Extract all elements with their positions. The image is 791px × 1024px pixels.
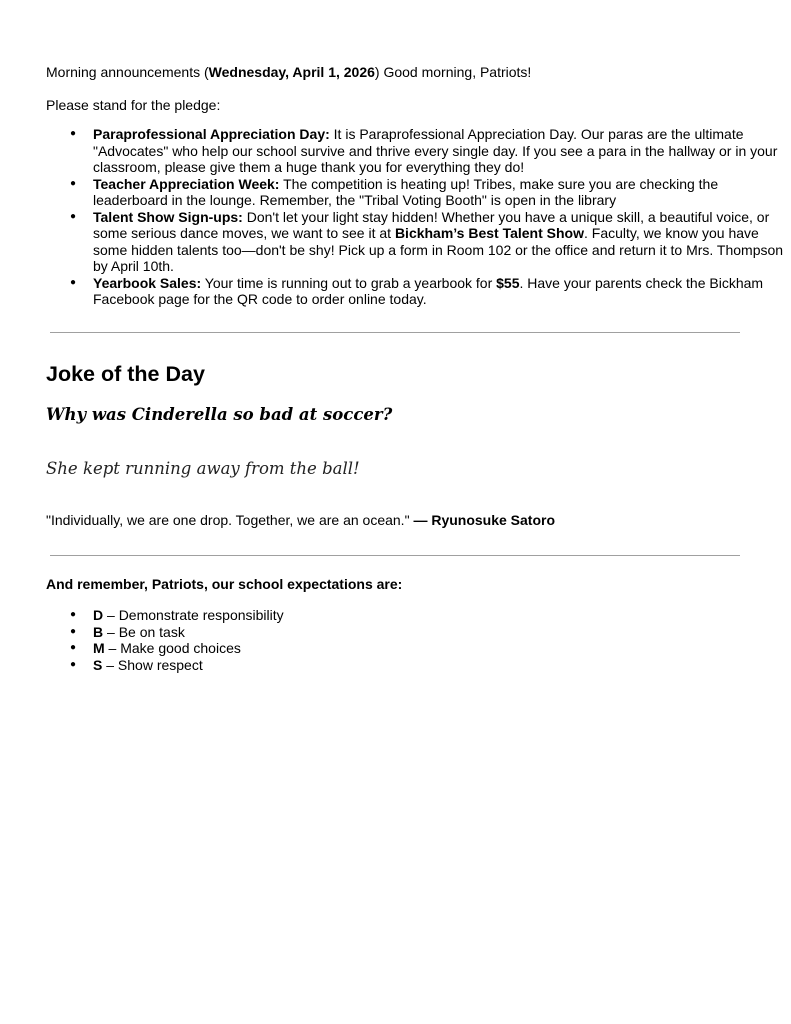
announcement-title: Teacher Appreciation Week:: [93, 175, 280, 192]
intro-prefix: Morning announcements (: [46, 64, 209, 80]
expectation-item: [93, 640, 787, 657]
expectations-list: [46, 607, 787, 673]
joke-heading: Joke of the Day: [46, 362, 205, 386]
expectation-text: – Be on task: [103, 623, 185, 640]
quote-author: — Ryunosuke Satoro: [413, 512, 556, 528]
expectation-item: [93, 657, 787, 674]
announcement-item: [93, 275, 787, 308]
announcement-text: . Have your parents check the Bickham Facebook page for the QR code to order online today.: [93, 274, 764, 307]
intro-date: Wednesday, April 1, 2026: [208, 64, 375, 80]
talent-show-name: Bickham’s Best Talent Show: [394, 225, 584, 241]
yearbook-price: $55: [496, 274, 520, 291]
announcement-text: It is Paraprofessional Appreciation Day. Our paras are the ultimate "Advocates" who help our school survive and thrive every single day. If you see a para in the hallway or in your classroom, please give them a huge thank you for everything they do!: [93, 126, 778, 175]
quote: [46, 512, 555, 529]
expectation-item: [93, 624, 787, 641]
expectation-text: – Demonstrate responsibility: [103, 607, 284, 623]
expectation-item: [93, 607, 787, 624]
announcement-title: Paraprofessional Appreciation Day:: [93, 126, 330, 142]
expectation-text: – Show respect: [102, 656, 203, 673]
quote-text: "Individually, we are one drop. Together, we are an ocean.": [46, 512, 414, 528]
announcement-list: [46, 126, 787, 308]
divider: [50, 332, 740, 333]
announcement-text: Don't let your light stay hidden! Whether you have a unique skill, a beautiful voice, or some serious dance moves, we want to see it at: [93, 208, 770, 241]
announcement-title: Yearbook Sales:: [93, 274, 202, 291]
expectations-heading: And remember, Patriots, our school expectations are:: [46, 576, 403, 592]
expectation-letter: D: [93, 607, 104, 623]
announcement-text: . Faculty, we know you have some hidden talents too—don't be shy! Pick up a form in Room 102 or the office and return it to Mrs. Thompson by April 10th.: [93, 225, 784, 274]
announcement-item: [93, 176, 787, 209]
divider: [50, 555, 740, 556]
announcement-title: Talent Show Sign-ups:: [93, 208, 243, 225]
joke-question: Why was Cinderella so bad at soccer?: [46, 405, 393, 424]
announcement-text: The competition is heating up! Tribes, make sure you are checking the leaderboard in the lounge. Remember, the "Tribal Voting Booth" is open in the library: [93, 175, 719, 208]
announcement-item: [93, 209, 787, 275]
expectation-letter: M: [93, 640, 105, 656]
announcement-item: [93, 126, 787, 176]
intro-line: [46, 64, 531, 81]
expectation-letter: B: [93, 623, 104, 640]
pledge-line: Please stand for the pledge:: [46, 97, 221, 113]
announcement-text: Your time is running out to grab a yearbook for: [201, 274, 497, 291]
intro-suffix: ) Good morning, Patriots!: [374, 64, 532, 80]
expectation-text: – Make good choices: [104, 640, 241, 656]
joke-answer: She kept running away from the ball!: [46, 459, 360, 478]
expectation-letter: S: [93, 656, 103, 673]
